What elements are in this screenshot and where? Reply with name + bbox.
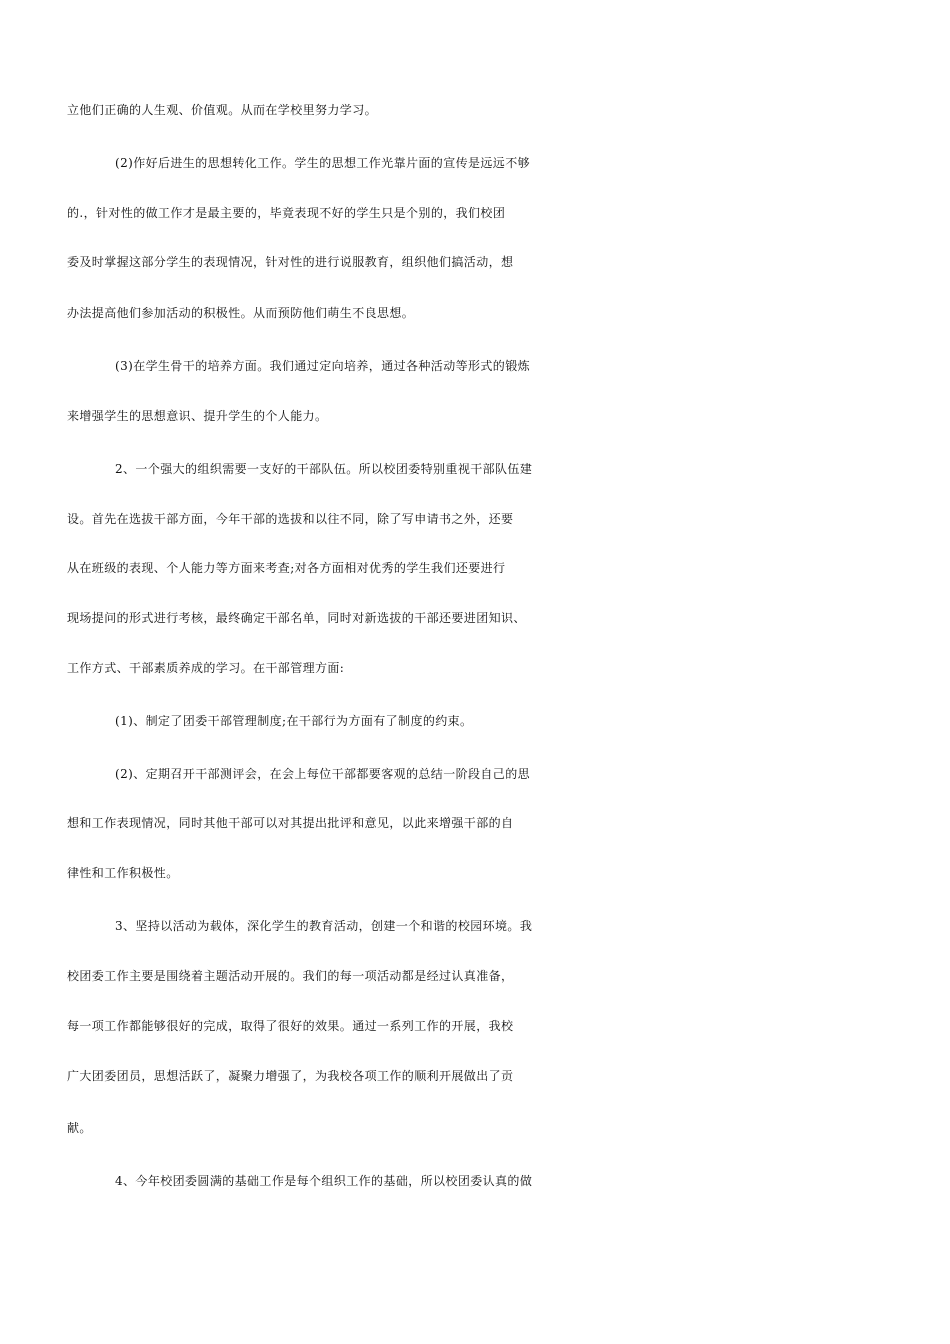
text-line: 现场提问的形式进行考核，最终确定干部名单，同时对新选拔的干部还要进团知识、 — [67, 611, 526, 625]
text-line: 广大团委团员，思想活跃了，凝聚力增强了，为我校各项工作的顺利开展做出了贡 — [67, 1069, 514, 1083]
text-line: (1)、制定了团委干部管理制度;在干部行为方面有了制度的约束。 — [115, 714, 473, 728]
text-line: 设。首先在选拔干部方面，今年干部的选拔和以往不同，除了写申请书之外，还要 — [67, 512, 514, 526]
text-line: 校团委工作主要是围绕着主题活动开展的。我们的每一项活动都是经过认真准备， — [67, 969, 514, 983]
text-line: 献。 — [67, 1121, 92, 1135]
text-line: 3、坚持以活动为载体，深化学生的教育活动，创建一个和谐的校园环境。我 — [115, 919, 533, 933]
text-line: (2)作好后进生的思想转化工作。学生的思想工作光靠片面的宣传是远远不够 — [115, 156, 531, 170]
text-line: 2、一个强大的组织需要一支好的干部队伍。所以校团委特别重视干部队伍建 — [115, 462, 533, 476]
text-line: 4、今年校团委圆满的基础工作是每个组织工作的基础，所以校团委认真的做 — [115, 1174, 533, 1188]
text-line: 办法提高他们参加活动的积极性。从而预防他们萌生不良思想。 — [67, 306, 415, 320]
text-line: 来增强学生的思想意识、提升学生的个人能力。 — [67, 409, 328, 423]
text-line: 委及时掌握这部分学生的表现情况，针对性的进行说服教育，组织他们搞活动，想 — [67, 255, 514, 269]
text-line: 想和工作表现情况，同时其他干部可以对其提出批评和意见，以此来增强干部的自 — [67, 816, 514, 830]
text-line: 律性和工作积极性。 — [67, 866, 179, 880]
text-line: 每一项工作都能够很好的完成，取得了很好的效果。通过一系列工作的开展，我校 — [67, 1019, 514, 1033]
text-line: (2)、定期召开干部测评会，在会上每位干部都要客观的总结一阶段自己的思 — [115, 767, 531, 781]
text-line: 工作方式、干部素质养成的学习。在干部管理方面: — [67, 661, 345, 675]
text-line: 的.，针对性的做工作才是最主要的，毕竟表现不好的学生只是个别的，我们校团 — [67, 206, 506, 220]
text-line: 立他们正确的人生观、价值观。从而在学校里努力学习。 — [67, 103, 378, 117]
text-line: 从在班级的表现、个人能力等方面来考查;对各方面相对优秀的学生我们还要进行 — [67, 561, 506, 575]
text-line: (3)在学生骨干的培养方面。我们通过定向培养，通过各种活动等形式的锻炼 — [115, 359, 531, 373]
